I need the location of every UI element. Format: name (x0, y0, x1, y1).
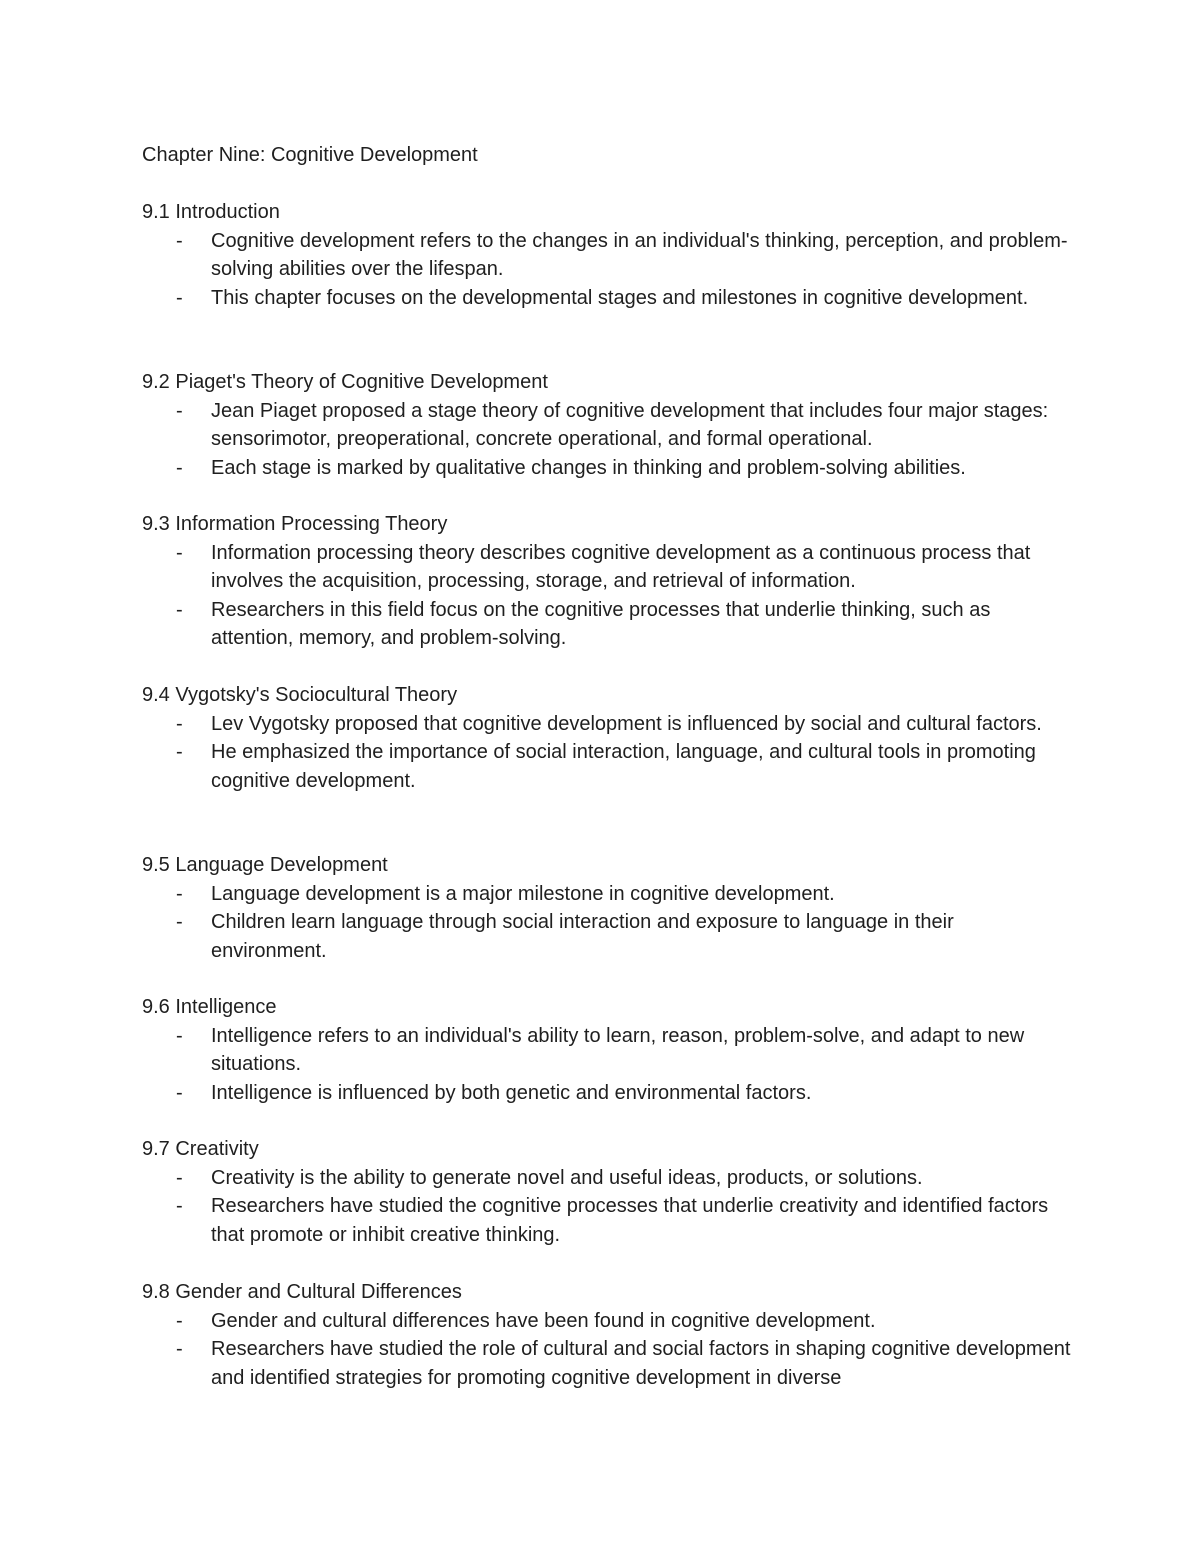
list-item (142, 1192, 1072, 1249)
list-item (142, 596, 1072, 653)
list-item (142, 1164, 1072, 1193)
bullet-dash: - (176, 456, 183, 479)
section-piaget-theory (142, 368, 1072, 482)
bullet-dash: - (176, 1309, 183, 1332)
section-language-development (142, 851, 1072, 965)
bullet-dash: - (176, 541, 183, 564)
bullet-dash: - (176, 882, 183, 905)
bullet-text: Cognitive development refers to the changes in an individual's thinking, perception, and problem-solving abilities over the lifespan. (211, 229, 1068, 280)
bullet-dash: - (176, 229, 183, 252)
section-heading: 9.7 Creativity (142, 1138, 259, 1160)
section-heading: 9.8 Gender and Cultural Differences (142, 1281, 462, 1303)
bullet-list (142, 1022, 1072, 1108)
list-item (142, 1335, 1072, 1392)
bullet-text: Intelligence is influenced by both genetic and environmental factors. (211, 1081, 812, 1104)
bullet-text: Intelligence refers to an individual's ability to learn, reason, problem-solve, and adapt to new situations. (211, 1024, 1025, 1075)
bullet-text: Researchers have studied the cognitive processes that underlie creativity and identified factors that promote or inhibit creative thinking. (211, 1195, 1049, 1246)
list-item (142, 1079, 1072, 1108)
bullet-text: Researchers in this field focus on the cognitive processes that underlie thinking, such as attention, memory, and problem-solving. (211, 598, 991, 649)
bullet-text: Lev Vygotsky proposed that cognitive development is influenced by social and cultural factors. (211, 712, 1042, 735)
list-item (142, 539, 1072, 596)
bullet-list (142, 710, 1072, 796)
section-introduction (142, 198, 1072, 312)
section-creativity (142, 1135, 1072, 1249)
bullet-text: Gender and cultural differences have been found in cognitive development. (211, 1309, 876, 1332)
list-item (142, 880, 1072, 909)
list-item (142, 284, 1072, 313)
section-heading: 9.2 Piaget's Theory of Cognitive Development (142, 371, 548, 393)
bullet-list (142, 1164, 1072, 1250)
bullet-dash: - (176, 399, 183, 422)
bullet-text: Jean Piaget proposed a stage theory of cognitive development that includes four major stages: sensorimotor, preoperational, concrete operational, and formal operational. (211, 399, 1049, 450)
bullet-dash: - (176, 1195, 183, 1217)
section-intelligence (142, 993, 1072, 1107)
section-information-processing (142, 510, 1072, 653)
section-heading: 9.3 Information Processing Theory (142, 513, 448, 535)
bullet-dash: - (176, 1166, 183, 1189)
list-item (142, 227, 1072, 284)
section-heading: 9.4 Vygotsky's Sociocultural Theory (142, 684, 458, 706)
bullet-text: He emphasized the importance of social interaction, language, and cultural tools in promoting cognitive development. (211, 741, 1036, 792)
bullet-dash: - (176, 1338, 183, 1360)
bullet-dash: - (176, 286, 183, 309)
list-item (142, 1307, 1072, 1336)
bullet-dash: - (176, 911, 183, 933)
bullet-text: Each stage is marked by qualitative changes in thinking and problem-solving abilities. (211, 456, 966, 479)
bullet-list (142, 880, 1072, 966)
bullet-text: This chapter focuses on the developmental stages and milestones in cognitive development. (211, 286, 1029, 309)
list-item (142, 397, 1072, 454)
section-gender-cultural-differences (142, 1278, 1072, 1392)
bullet-text: Information processing theory describes cognitive development as a continuous process that involves the acquisition, processing, storage, and retrieval of information. (211, 541, 1031, 592)
bullet-text: Researchers have studied the role of cultural and social factors in shaping cognitive development and identified strategies for promoting cognitive development in diverse (211, 1338, 1071, 1389)
bullet-dash: - (176, 741, 183, 763)
bullet-list (142, 397, 1072, 483)
list-item (142, 908, 1072, 965)
section-vygotsky-theory (142, 681, 1072, 795)
list-item (142, 454, 1072, 483)
bullet-list (142, 227, 1072, 313)
document-title: Chapter Nine: Cognitive Development (142, 144, 478, 166)
bullet-dash: - (176, 1024, 183, 1047)
bullet-dash: - (176, 598, 183, 621)
list-item (142, 710, 1072, 739)
section-heading: 9.6 Intelligence (142, 996, 277, 1018)
bullet-text: Creativity is the ability to generate novel and useful ideas, products, or solutions. (211, 1166, 923, 1189)
bullet-text: Children learn language through social interaction and exposure to language in their environment. (211, 911, 954, 962)
bullet-list (142, 539, 1072, 653)
bullet-dash: - (176, 712, 183, 735)
bullet-list (142, 1307, 1072, 1393)
section-heading: 9.5 Language Development (142, 854, 388, 876)
bullet-text: Language development is a major milestone in cognitive development. (211, 882, 835, 905)
bullet-dash: - (176, 1081, 183, 1104)
list-item (142, 1022, 1072, 1079)
section-heading: 9.1 Introduction (142, 201, 280, 223)
list-item (142, 738, 1072, 795)
